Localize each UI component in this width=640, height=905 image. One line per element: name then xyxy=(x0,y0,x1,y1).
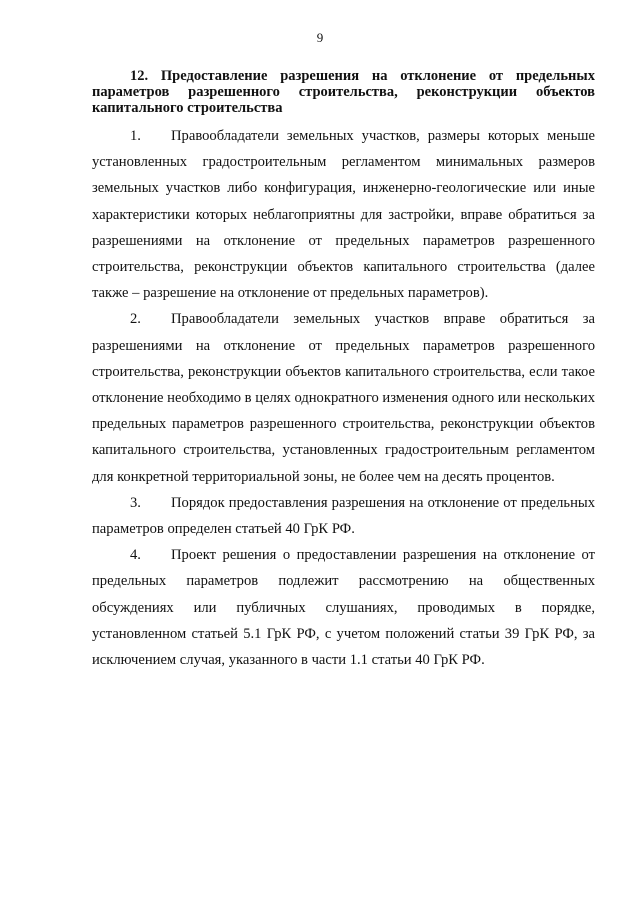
paragraph-3 xyxy=(92,490,595,542)
paragraph-number: 4. xyxy=(130,547,141,564)
page-content xyxy=(92,68,595,673)
paragraph-text: Порядок предоставления разрешения на отклонение от предельных параметров определен статьей 40 ГрК РФ. xyxy=(92,494,595,538)
paragraph-4 xyxy=(92,542,595,673)
paragraph-number: 2. xyxy=(130,311,141,328)
paragraph-text: Правообладатели земельных участков, размеры которых меньше установленных градостроительным регламентом минимальных размеров земельных участков либо конфигурация, инженерно-геологические или иные характеристики которых неблагоприятны для застройки, вправе обратиться за разрешениями на отклонение от предельных параметров разрешенного строительства, реконструкции объектов капитального строительства (далее также – разрешение на отклонение от предельных параметров). xyxy=(92,128,595,302)
section-heading: 12. Предоставление разрешения на отклонение от предельных параметров разрешенного строительства, реконструкции объектов капитального строительства xyxy=(92,68,595,116)
paragraph-1 xyxy=(92,123,595,306)
paragraph-text: Проект решения о предоставлении разрешения на отклонение от предельных параметров подлежит рассмотрению на общественных обсуждениях или публичных слушаниях, проводимых в порядке, установленном статьей 5.1 ГрК РФ, с учетом положений статьи 39 ГрК РФ, за исключением случая, указанного в части 1.1 статьи 40 ГрК РФ. xyxy=(92,547,595,669)
page-number: 9 xyxy=(316,30,324,45)
paragraph-number: 1. xyxy=(130,128,141,144)
paragraph-number: 3. xyxy=(130,494,141,511)
paragraph-2 xyxy=(92,306,595,489)
paragraph-text: Правообладатели земельных участков вправе обратиться за разрешениями на отклонение от предельных параметров разрешенного строительства, реконструкции объектов капитального строительства, если такое отклонение необходимо в целях однократного изменения одного или нескольких предельных параметров разрешенного строительства, реконструкции объектов капитального строительства, установленных градостроительным регламентом для конкретной территориальной зоны, не более чем на десять процентов. xyxy=(92,311,595,485)
